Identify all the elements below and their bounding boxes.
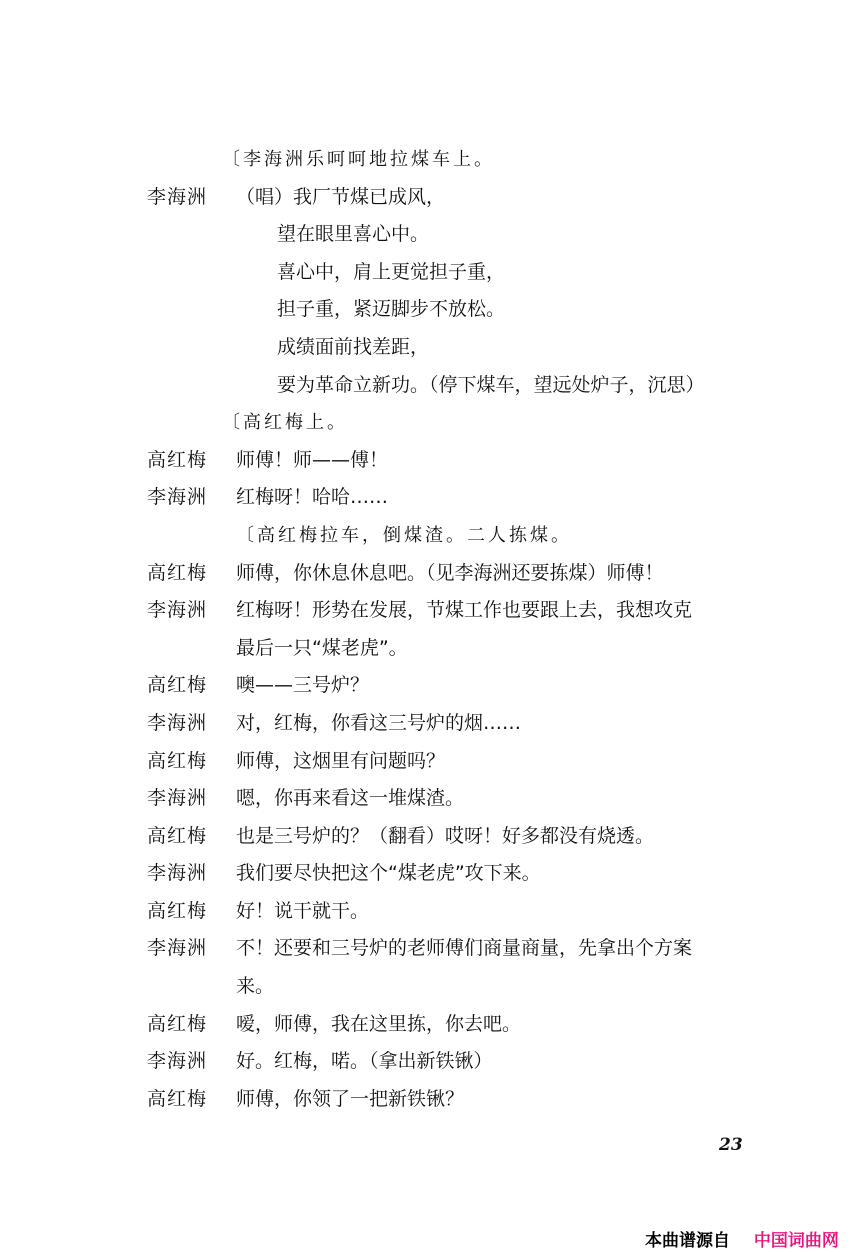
speaker-name: 李海洲 [147, 486, 208, 509]
dialogue-line [0, 818, 852, 856]
dialogue-line [0, 291, 852, 329]
speaker-name: 李海洲 [147, 1050, 208, 1073]
line-text: 噢——三号炉？ [236, 674, 370, 697]
dialogue-line [0, 254, 852, 292]
dialogue-line [0, 1043, 852, 1081]
speaker-name: 李海洲 [147, 185, 208, 208]
line-text: 要为革命立新功。（停下煤车，望远处炉子，沉思） [277, 373, 705, 396]
dialogue-line [0, 855, 852, 893]
speaker-name: 李海洲 [147, 787, 208, 810]
speaker-name: 李海洲 [147, 711, 208, 734]
dialogue-line [0, 780, 852, 818]
speaker-name: 高红梅 [147, 824, 208, 847]
line-text: 师傅，这烟里有问题吗？ [236, 749, 446, 772]
dialogue-line [0, 1006, 852, 1044]
dialogue-line [0, 705, 852, 743]
line-text: 喜心中，肩上更觉担子重， [277, 260, 506, 283]
line-text: 不！还要和三号炉的老师傅们商量商量，先拿出个方案 [236, 937, 693, 960]
line-text: 师傅，你领了一把新铁锹？ [236, 1087, 465, 1110]
dialogue-line [0, 216, 852, 254]
line-text: 担子重，紧迈脚步不放松。 [277, 298, 506, 321]
line-text: 〔高红梅拉车，倒煤渣。二人拣煤。 [236, 524, 572, 546]
line-text: 〔高红梅上。 [222, 412, 348, 434]
line-text: 对，红梅，你看这三号炉的烟…… [236, 711, 522, 734]
dialogue-line [0, 329, 852, 367]
line-text: 成绩面前找差距， [277, 335, 430, 358]
dialogue-line [0, 968, 852, 1006]
stage-direction [0, 404, 852, 442]
dialogue-line [0, 179, 852, 217]
line-text: 师傅，你休息休息吧。（见李海洲还要拣煤）师傅！ [236, 561, 664, 584]
dialogue-line [0, 667, 852, 705]
line-text: 嗳，师傅，我在这里拣，你去吧。 [236, 1012, 522, 1035]
script-body [0, 141, 852, 1118]
site-name: 中国词曲网 [753, 1231, 839, 1251]
dialogue-line [0, 893, 852, 931]
line-text: 红梅呀！形势在发展，节煤工作也要跟上去，我想攻克 [236, 599, 693, 622]
dialogue-line [0, 442, 852, 480]
line-text: （唱）我厂节煤已成风， [236, 185, 446, 208]
line-text: 嗯，你再来看这一堆煤渣。 [236, 787, 465, 810]
line-text: 也是三号炉的？（翻看）哎呀！好多都没有烧透。 [236, 824, 655, 847]
line-text: 好。红梅，喏。（拿出新铁锹） [236, 1050, 493, 1073]
speaker-name: 高红梅 [147, 899, 208, 922]
line-text: 我们要尽快把这个“煤老虎”攻下来。 [236, 862, 541, 885]
line-text: 师傅！师——傅！ [236, 448, 389, 471]
dialogue-line [0, 743, 852, 781]
dialogue-line [0, 630, 852, 668]
speaker-name: 李海洲 [147, 862, 208, 885]
speaker-name: 高红梅 [147, 1012, 208, 1035]
dialogue-line [0, 367, 852, 405]
source-footer [645, 1226, 839, 1251]
speaker-name: 高红梅 [147, 448, 208, 471]
dialogue-line [0, 479, 852, 517]
dialogue-line [0, 555, 852, 593]
speaker-name: 李海洲 [147, 937, 208, 960]
speaker-name: 高红梅 [147, 561, 208, 584]
speaker-name: 李海洲 [147, 599, 208, 622]
speaker-name: 高红梅 [147, 674, 208, 697]
dialogue-line [0, 592, 852, 630]
line-text: 来。 [236, 975, 275, 998]
page-number: 23 [719, 1135, 743, 1155]
line-text: 望在眼里喜心中。 [277, 223, 430, 246]
stage-direction [0, 141, 852, 179]
stage-direction [0, 517, 852, 555]
line-text: 〔李海洲乐呵呵地拉煤车上。 [222, 149, 495, 170]
line-text: 红梅呀！哈哈…… [236, 486, 389, 509]
speaker-name: 高红梅 [147, 749, 208, 772]
line-text: 好！说干就干。 [236, 899, 370, 922]
dialogue-line [0, 1081, 852, 1119]
speaker-name: 高红梅 [147, 1087, 208, 1110]
dialogue-line [0, 930, 852, 968]
source-label: 本曲谱源自 [645, 1231, 730, 1251]
line-text: 最后一只“煤老虎”。 [236, 636, 408, 659]
